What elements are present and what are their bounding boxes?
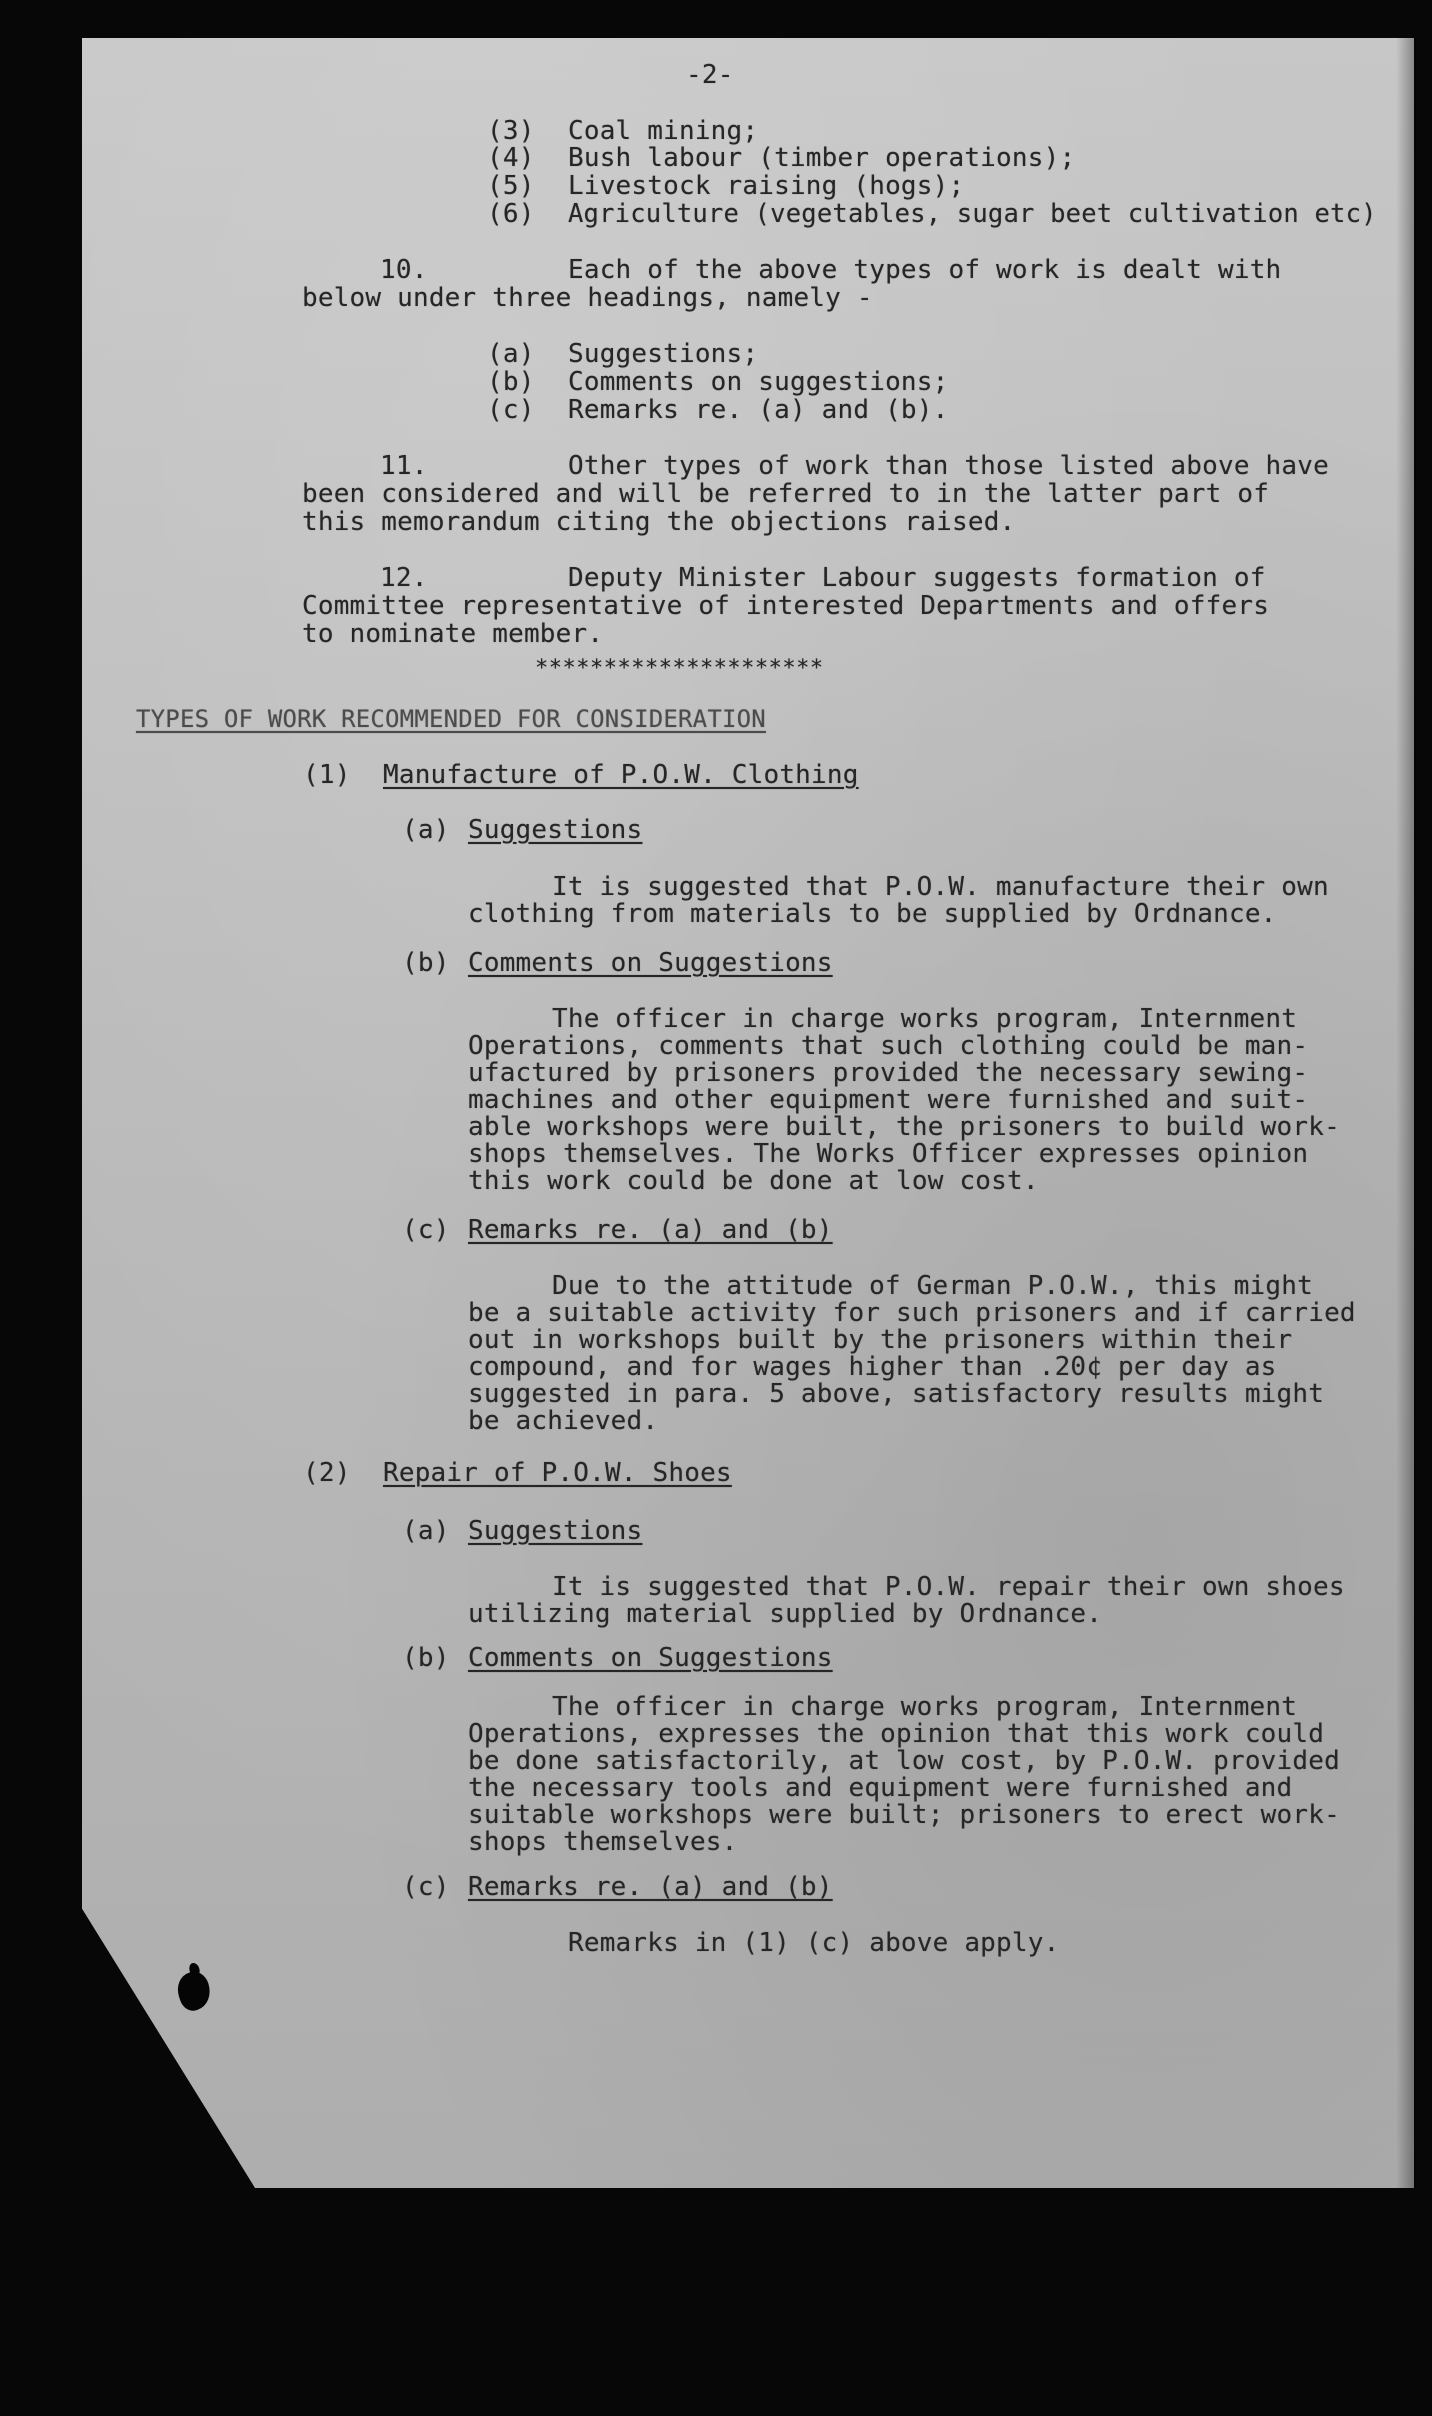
body-line: machines and other equipment were furnished and suit- xyxy=(468,1085,1309,1115)
body-line: able workshops were built, the prisoners to build work- xyxy=(468,1112,1340,1142)
list-item-number: (4) xyxy=(487,143,535,173)
subitem-label: (c) xyxy=(402,1215,450,1245)
paper-edge-shadow xyxy=(1396,38,1416,2188)
body-line: ufactured by prisoners provided the necessary sewing- xyxy=(468,1058,1309,1088)
body-line: The officer in charge works program, Internment xyxy=(552,1692,1298,1722)
body-line: out in workshops built by the prisoners within their xyxy=(468,1325,1293,1355)
body-line: be done satisfactorily, at low cost, by P.O.W. provided xyxy=(468,1746,1340,1776)
paragraph-line: Each of the above types of work is dealt with xyxy=(568,255,1282,285)
body-line: Due to the attitude of German P.O.W., this might xyxy=(552,1271,1313,1301)
body-line: Operations, expresses the opinion that this work could xyxy=(468,1719,1325,1749)
item-title: Manufacture of P.O.W. Clothing xyxy=(383,760,859,790)
body-line: suitable workshops were built; prisoners to erect work- xyxy=(468,1800,1340,1830)
paragraph-line: Committee representative of interested Departments and offers xyxy=(302,591,1270,621)
body-line: suggested in para. 5 above, satisfactory results might xyxy=(468,1379,1325,1409)
subitem-label: (a) xyxy=(402,815,450,845)
body-line: be achieved. xyxy=(468,1406,659,1436)
list-item-number: (6) xyxy=(487,199,535,229)
paragraph-number: 11. xyxy=(380,451,428,481)
paragraph-line: Other types of work than those listed above have xyxy=(568,451,1329,481)
paragraph-line: this memorandum citing the objections raised. xyxy=(302,507,1016,537)
item-number: (1) xyxy=(303,760,351,790)
list-item-number: (5) xyxy=(487,171,535,201)
paragraph-line: Deputy Minister Labour suggests formation of xyxy=(568,563,1266,593)
body-line: The officer in charge works program, Internment xyxy=(552,1004,1298,1034)
subitem-title: Remarks re. (a) and (b) xyxy=(468,1872,833,1902)
item-title: Repair of P.O.W. Shoes xyxy=(383,1458,732,1488)
body-line: utilizing material supplied by Ordnance. xyxy=(468,1599,1103,1629)
separator-asterisks: ********************* xyxy=(535,656,824,681)
body-line: shops themselves. The Works Officer expresses opinion xyxy=(468,1139,1309,1169)
body-line: the necessary tools and equipment were furnished and xyxy=(468,1773,1293,1803)
page-number: -2- xyxy=(686,60,734,90)
body-line: Remarks in (1) (c) above apply. xyxy=(568,1928,1060,1958)
subitem-label: (b) xyxy=(402,1643,450,1673)
heading-list-text: Remarks re. (a) and (b). xyxy=(568,395,949,425)
subitem-label: (c) xyxy=(402,1872,450,1902)
list-item-number: (3) xyxy=(487,116,535,146)
body-line: Operations, comments that such clothing could be man- xyxy=(468,1031,1309,1061)
subitem-title: Comments on Suggestions xyxy=(468,1643,833,1673)
body-line: It is suggested that P.O.W. manufacture their own xyxy=(552,872,1329,902)
body-line: clothing from materials to be supplied by Ordnance. xyxy=(468,899,1277,929)
body-line: It is suggested that P.O.W. repair their own shoes xyxy=(552,1572,1345,1602)
subitem-label: (a) xyxy=(402,1516,450,1546)
list-item-text: Bush labour (timber operations); xyxy=(568,143,1076,173)
heading-list-label: (c) xyxy=(487,395,535,425)
list-item-text: Agriculture (vegetables, sugar beet cultivation etc) xyxy=(568,199,1377,229)
heading-list-text: Comments on suggestions; xyxy=(568,367,949,397)
paragraph-number: 10. xyxy=(380,255,428,285)
paragraph-line: below under three headings, namely - xyxy=(302,283,873,313)
subitem-title: Suggestions xyxy=(468,815,643,845)
section-title: TYPES OF WORK RECOMMENDED FOR CONSIDERATION xyxy=(136,705,766,733)
subitem-label: (b) xyxy=(402,948,450,978)
body-line: compound, and for wages higher than .20¢ per day as xyxy=(468,1352,1277,1382)
paragraph-line: to nominate member. xyxy=(302,619,604,649)
list-item-text: Livestock raising (hogs); xyxy=(568,171,965,201)
subitem-title: Suggestions xyxy=(468,1516,643,1546)
subitem-title: Remarks re. (a) and (b) xyxy=(468,1215,833,1245)
paragraph-number: 12. xyxy=(380,563,428,593)
body-line: be a suitable activity for such prisoners and if carried xyxy=(468,1298,1356,1328)
heading-list-label: (a) xyxy=(487,339,535,369)
item-number: (2) xyxy=(303,1458,351,1488)
body-line: shops themselves. xyxy=(468,1827,738,1857)
paragraph-line: been considered and will be referred to in the latter part of xyxy=(302,479,1270,509)
heading-list-text: Suggestions; xyxy=(568,339,759,369)
body-line: this work could be done at low cost. xyxy=(468,1166,1039,1196)
subitem-title: Comments on Suggestions xyxy=(468,948,833,978)
list-item-text: Coal mining; xyxy=(568,116,759,146)
heading-list-label: (b) xyxy=(487,367,535,397)
